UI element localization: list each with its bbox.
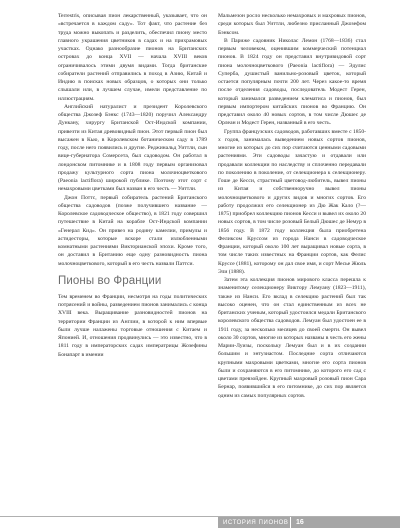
body-paragraph: Группа французских садоводов, работавших вместе с 1850-х годов, занималась выведением новых сортов пионов, многие из которых до сих пор считаются ценными садовыми растениями. Эти садоводы зачастую и отдавали или продавали коллекции по наследству и сплоченно передавали по поколению в поколение, от селекционера к селекционеру. Гоше де Кесси, страстный цветовод-любитель, вывел пионы из Китая и собственноручно вывел пионы молочноцветкового и других видов и многих сортов. Его работу продолжил его селекционер из Дю Жак Кало (?—1875) приобрел коллекцию пионов Кесси и вывел их около 20 новых сортов, в том числе розовый Белый Дюшес де Немур в 1856 году. В 1872 году коллекция была приобретена Феликсом Круссом из города Нанси в садоводческое Франции, который около 100 лет выращивал новые сорта, в том числе таких известных на Франции сортов, как Фелис Круссе (1881), которому он дал свое имя, и сорт Месье Жюль Эли (1888). (218, 128, 366, 275)
left-text-column (58, 12, 207, 359)
page-footer (0, 511, 400, 528)
body-paragraph: Джон Поттс, первый собиратель растений Британского общества садоводов (позже получившего название — Королевское садоводческое общество), в 1821 году совершил путешествие в Китай на корабле Ост-Индской компании «Генерал Кид». Он привез на родину камелии, примулы и астидесторы, которые вскоре стали излюбленными комнатными растениями Викторианской эпохи. Кроме того, он доставил в Британию еще одну разновидность пиона молочноцветкового, который в его честь назвали Паттси. (58, 194, 207, 267)
section-heading: Пионы во Франции (58, 274, 162, 287)
body-paragraph: В Париже садовник Николас Лемон (1768—1836) стал первым человеком, оценившим коммерческий потенциал пионов. В 1824 году он представил внутривидовой сорт пиона молочноцветкового (Paeonia lactiflora) — Эдулис Супербa, душистый ванильно-розовый цветок, который остается популярным почти 200 лет. Через какое-то время после отделения садоводы, последователь Модест Герен, который занимался разведением клематиса и пионов, был первым импортером китайских пионов во Францию. Он представил около 40 новых сортов, в том числе Дюшес де Орлеан и Модест Герен, названный в его честь. (218, 37, 366, 127)
page-number-divider (290, 517, 291, 528)
body-paragraph: Мальмезон росло несколько немахровых и махровых пионов, среди которых был Уиттли, любезно присланный Джозефом Бэнксом. (218, 13, 366, 36)
running-title: ИСТОРИЯ ПИОНОВ (223, 520, 289, 526)
body-paragraph: Затем эта коллекция пионов мирового класса перешла к знаменитому селекционеру Виктору Лемуану (1823—1911), также из Нанси. Его вклад в селекцию растений был так высоко оценен, что он стал единственным из всех не британских ученым, который удостоился медали Британского королевского общества садоводов. Лемуан был удостоен ее в 1911 году, за несколько месяцев до своей смерти. Он вывел около 30 сортов, многие из которых названы в честь его жены Марии-Луизы, поскольку Лемуан был и в их создании большим и энтузиастом. Последние сорта отличаются крупными махровыми цветками, многие его сорта пионов были и сохраняются в его питомнике, до которого его сад с цветами превзойден. Крупный махровый розовый пион Сара Бернар, появившийся в его питомнике, до сих пор является одним из самых популярных сортов. (218, 277, 366, 399)
body-paragraph: Английский натуралист и президент Королевского общества Джозеф Бэнкс (1743—1820) поручил Александру Дункану, хирургу Британской Ост-Индской компании, привезти из Китая древовидный пион. Этот первый пион был высажен в Кью, в Королевском ботаническом саду в 1789 году, после него появились и другие. Реджинальд Уиттли, сын вице-губернатора Сомерсета, был садоводом. Он работал в лондонском питомнике и в 1808 году первым организовал продажу культурного сорта пиона молочноцветкового (Paeonia lactiflora) широкой публике. Поэтому этот сорт с немахровыми цветками был назван в его честь — Уиттли. (58, 103, 207, 193)
body-paragraph: Terrestris, описывая пион лекарственный, указывает, что он «встречается в каждом саду». Тот факт, что растение без труда можно выкопать и разделить, обеспечил пиону место главного украшения цветников в садах и на прихрамовых участках. Однако разнообразие пионов на Британских островах до конца XVII — начала XVIII веков ограничивалось этими двумя видами. Тогда британские собиратели растений отправились в поход в Азию, Китай и Индию в поисках новых образцов, о которых они только слышали или, в лучшем случае, имели представление по иллюстрациям. (58, 13, 207, 102)
body-paragraph: Тем временем во Франции, несмотря на годы политических потрясений и войны, разведением пионов занимались с конца XVIII века. Выращивание разновидностей пионов на территории Франции из Англии, в которой к ним впервые были лучше налажены торговые отношения с Китаем и Японией. И, отношения продвинулись — это известно, что в 1811 году в императорских садах императрицы Жозефины Бонапарт в имении (58, 293, 207, 358)
right-text-column (218, 12, 366, 400)
page-number: 16 (296, 518, 304, 526)
